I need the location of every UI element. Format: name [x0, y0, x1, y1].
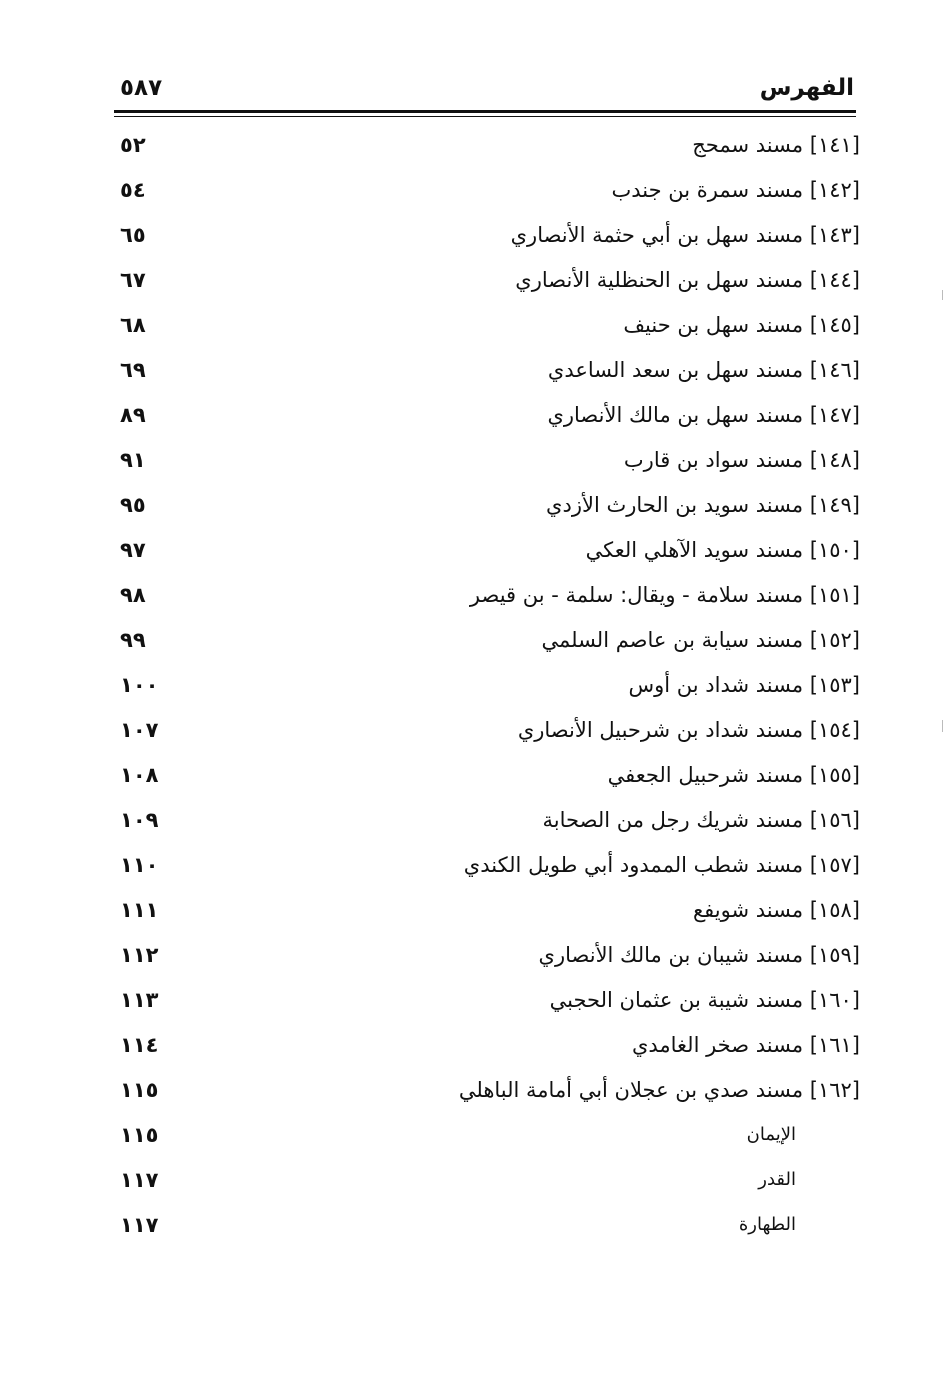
toc-entry[interactable] — [118, 574, 860, 619]
entry-title: [١٤١] مسند سمحج — [692, 133, 860, 157]
entry-title: [١٤٨] مسند سواد بن قارب — [623, 448, 860, 472]
entry-title: [١٥٨] مسند شويفع — [692, 898, 860, 922]
toc-entry[interactable] — [118, 484, 860, 529]
toc-entry[interactable] — [118, 169, 860, 214]
toc-entry[interactable] — [118, 889, 860, 934]
subentry-page-number: ١١٥ — [120, 1123, 159, 1147]
entry-page-number: ١١٢ — [120, 943, 159, 967]
toc-subentry[interactable] — [118, 1204, 860, 1249]
entry-page-number: ١١٤ — [120, 1033, 159, 1057]
entry-title: [١٥٠] مسند سويد الآهلي العكي — [585, 538, 860, 562]
subentry-page-number: ١١٧ — [120, 1213, 159, 1237]
entry-title: [١٤٩] مسند سويد بن الحارث الأزدي — [546, 493, 860, 517]
entry-title: [١٥٦] مسند شريك رجل من الصحابة — [542, 808, 860, 832]
table-of-contents — [118, 124, 860, 1249]
entry-title: [١٤٤] مسند سهل بن الحنظلية الأنصاري — [515, 268, 860, 292]
subentry-page-number: ١١٧ — [120, 1168, 159, 1192]
entry-page-number: ٩١ — [120, 448, 146, 472]
entry-page-number: ٦٧ — [120, 268, 146, 292]
entry-page-number: ١١٥ — [120, 1078, 159, 1102]
entry-title: [١٤٣] مسند سهل بن أبي حثمة الأنصاري — [510, 223, 860, 247]
entry-title: [١٤٢] مسند سمرة بن جندب — [611, 178, 860, 202]
toc-entry[interactable] — [118, 439, 860, 484]
scan-margin-mark — [942, 290, 943, 300]
header-rule-thick — [114, 110, 856, 113]
entry-title: [١٥١] مسند سلامة - ويقال: سلمة - بن قيصر — [469, 583, 860, 607]
toc-entry[interactable] — [118, 304, 860, 349]
entry-title: [١٥٧] مسند شطب الممدود أبي طويل الكندي — [463, 853, 860, 877]
page-title: الفهرس — [759, 75, 854, 101]
entry-title: [١٥٥] مسند شرحبيل الجعفي — [607, 763, 860, 787]
entry-title: [١٤٧] مسند سهل بن مالك الأنصاري — [547, 403, 860, 427]
entry-page-number: ٥٤ — [120, 178, 146, 202]
toc-entry[interactable] — [118, 529, 860, 574]
entry-page-number: ٩٨ — [120, 583, 146, 607]
entry-title: [١٥٢] مسند سيابة بن عاصم السلمي — [541, 628, 860, 652]
toc-entry[interactable] — [118, 844, 860, 889]
scan-margin-mark — [942, 720, 943, 732]
toc-entry[interactable] — [118, 619, 860, 664]
toc-entry[interactable] — [118, 1069, 860, 1114]
entry-page-number: ٥٢ — [120, 133, 146, 157]
entry-page-number: ١١١ — [120, 898, 159, 922]
toc-entry[interactable] — [118, 754, 860, 799]
toc-entry[interactable] — [118, 934, 860, 979]
entry-title: [١٤٥] مسند سهل بن حنيف — [623, 313, 860, 337]
entry-page-number: ٦٥ — [120, 223, 146, 247]
toc-entry[interactable] — [118, 1024, 860, 1069]
entry-title: [١٥٩] مسند شيبان بن مالك الأنصاري — [538, 943, 860, 967]
entry-page-number: ١١٣ — [120, 988, 159, 1012]
entry-title: [١٥٣] مسند شداد بن أوس — [628, 673, 860, 697]
toc-entry[interactable] — [118, 394, 860, 439]
page-header — [118, 72, 854, 108]
toc-subentry[interactable] — [118, 1114, 860, 1159]
toc-entry[interactable] — [118, 799, 860, 844]
entry-page-number: ٩٧ — [120, 538, 146, 562]
entry-page-number: ١٠٠ — [120, 673, 159, 697]
entry-page-number: ١٠٧ — [120, 718, 159, 742]
entry-title: [١٦١] مسند صخر الغامدي — [631, 1033, 860, 1057]
toc-entry[interactable] — [118, 979, 860, 1024]
entry-title: [١٦٠] مسند شيبة بن عثمان الحجبي — [549, 988, 860, 1012]
entry-title: [١٦٢] مسند صدي بن عجلان أبي أمامة الباهلي — [458, 1078, 860, 1102]
entry-page-number: ٦٨ — [120, 313, 146, 337]
entry-page-number: ١٠٨ — [120, 763, 159, 787]
entry-page-number: ٩٩ — [120, 628, 146, 652]
entry-page-number: ٦٩ — [120, 358, 146, 382]
header-rule-thin — [114, 116, 856, 117]
toc-entry[interactable] — [118, 124, 860, 169]
toc-entry[interactable] — [118, 214, 860, 259]
subentry-title: القدر — [758, 1169, 796, 1190]
entry-title: [١٤٦] مسند سهل بن سعد الساعدي — [547, 358, 860, 382]
subentry-title: الطهارة — [738, 1214, 796, 1235]
entry-title: [١٥٤] مسند شداد بن شرحبيل الأنصاري — [517, 718, 860, 742]
toc-entry[interactable] — [118, 259, 860, 304]
page-number: ٥٨٧ — [120, 75, 163, 101]
entry-page-number: ٨٩ — [120, 403, 146, 427]
subentry-title: الإيمان — [746, 1124, 796, 1145]
toc-entry[interactable] — [118, 664, 860, 709]
entry-page-number: ١٠٩ — [120, 808, 159, 832]
toc-subentry[interactable] — [118, 1159, 860, 1204]
entry-page-number: ٩٥ — [120, 493, 146, 517]
toc-entry[interactable] — [118, 709, 860, 754]
entry-page-number: ١١٠ — [120, 853, 159, 877]
toc-entry[interactable] — [118, 349, 860, 394]
